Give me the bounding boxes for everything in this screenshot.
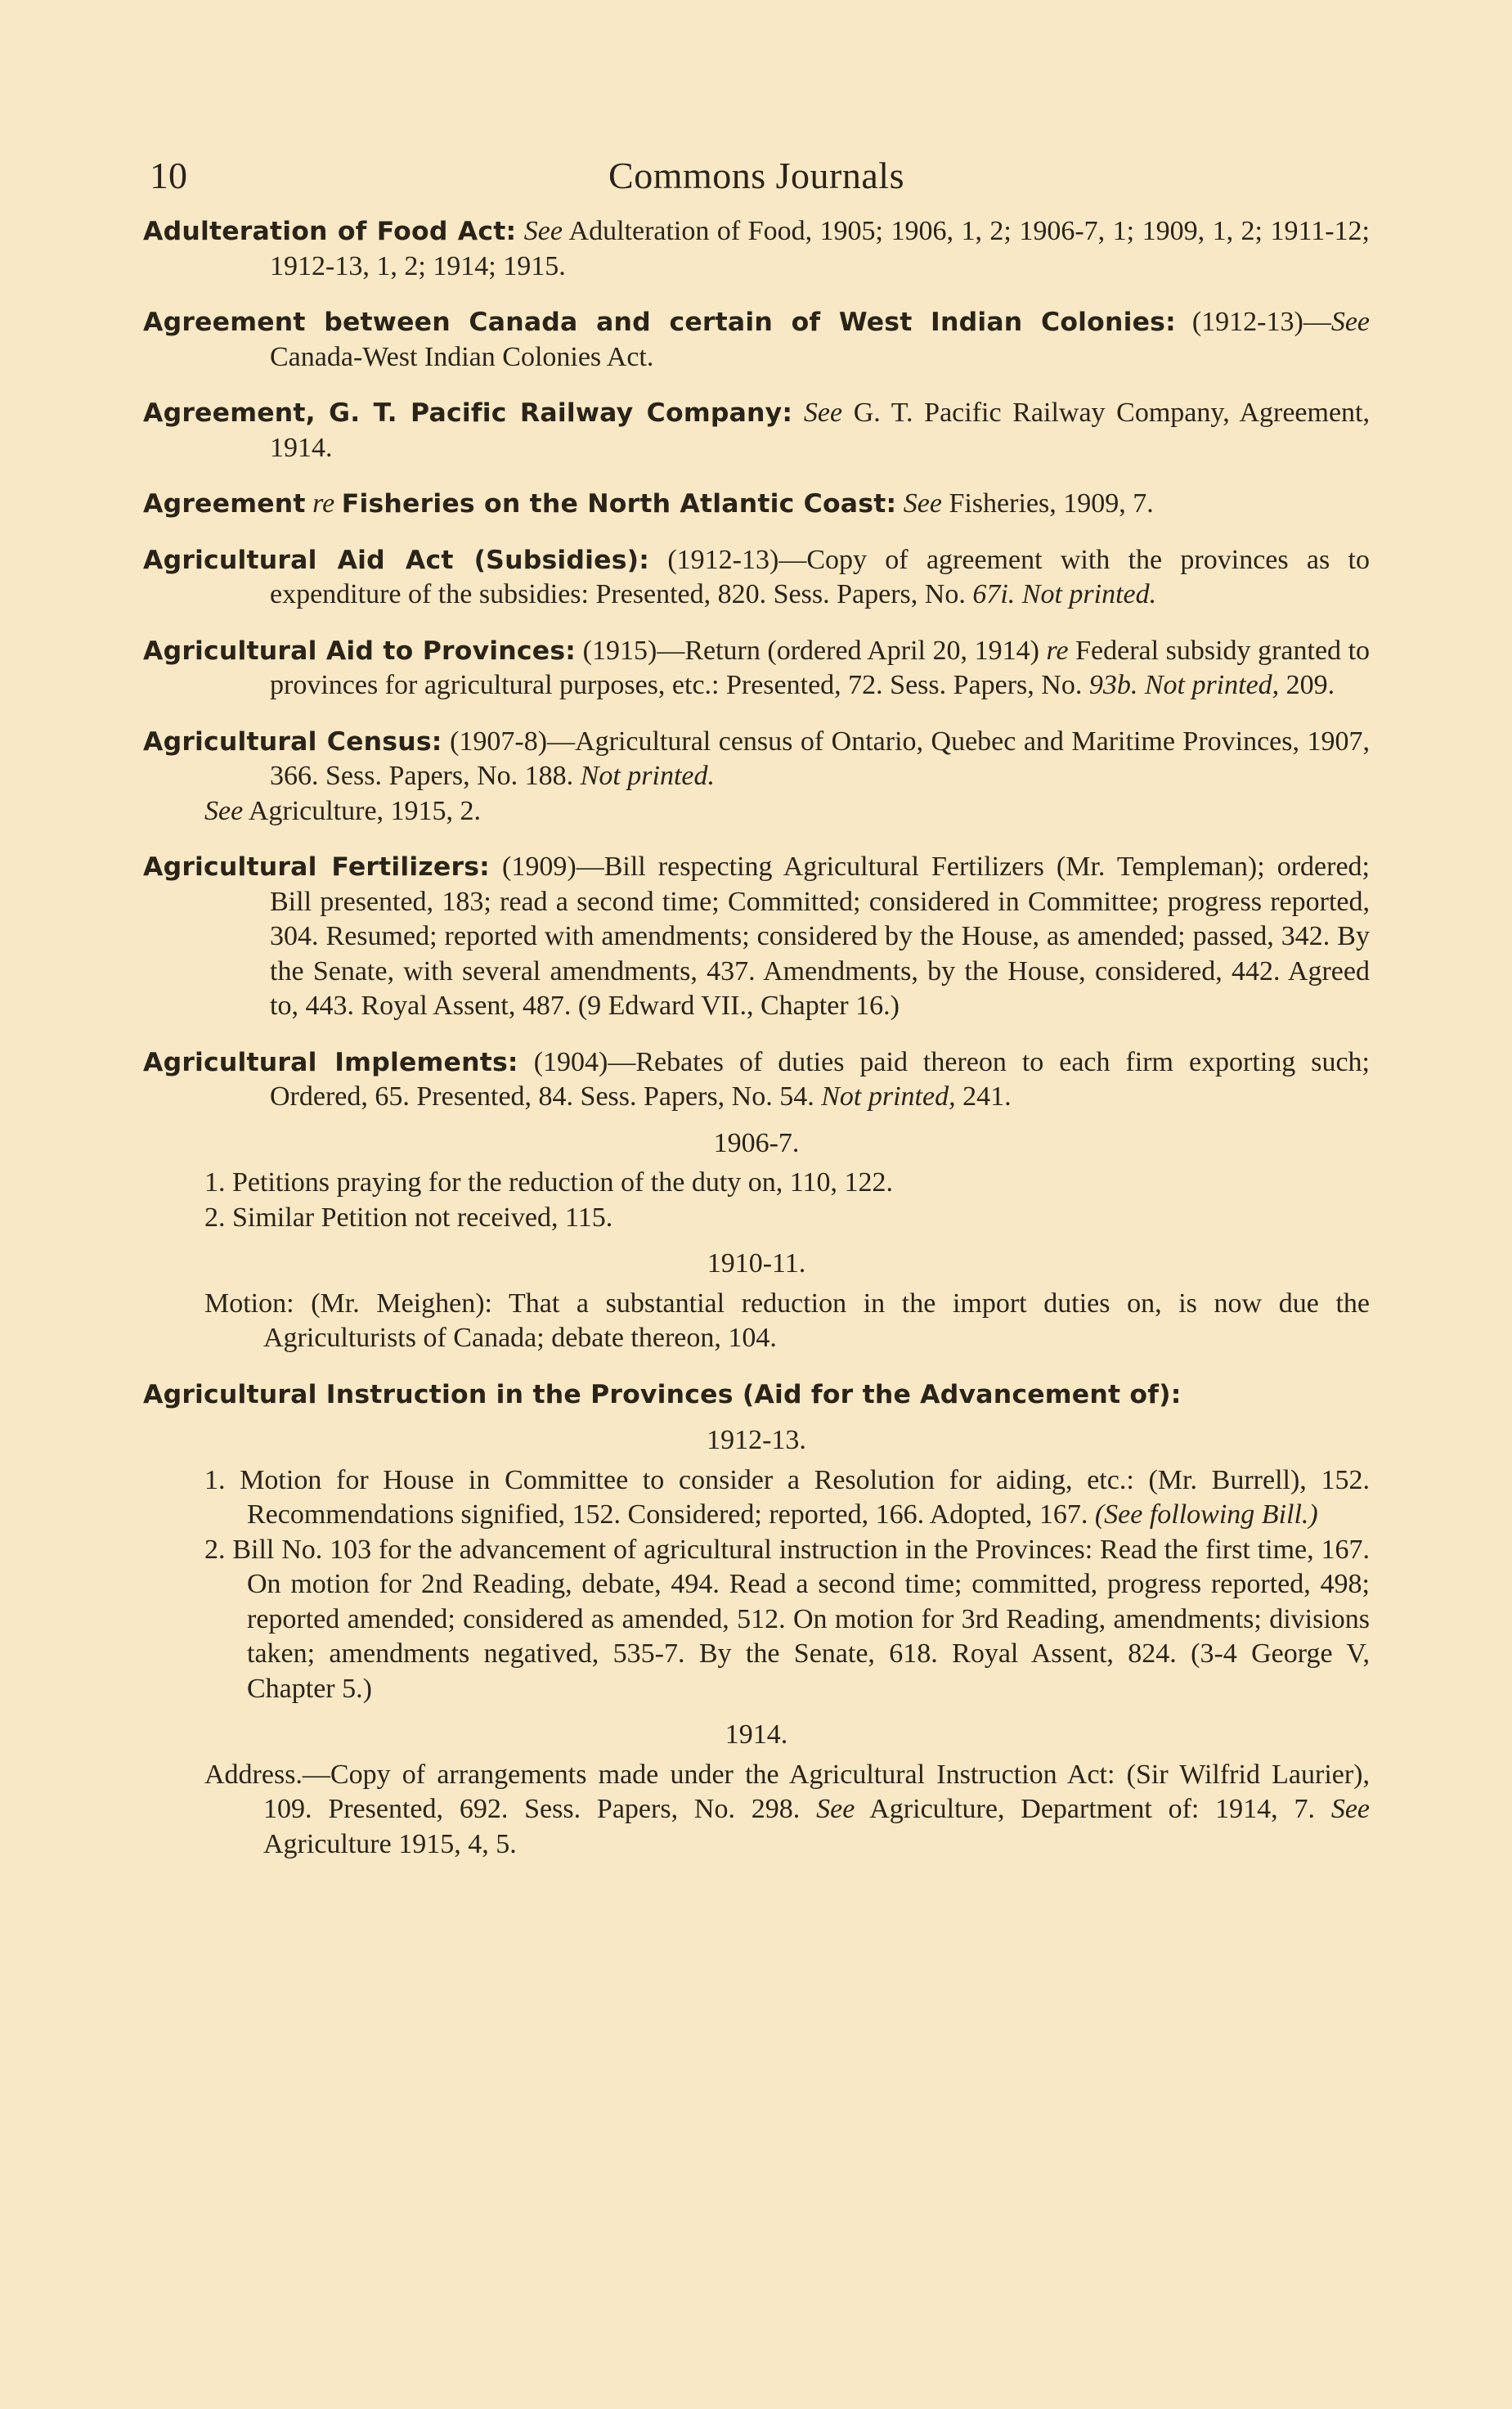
entry-heading: Agricultural Census: — [143, 726, 442, 757]
see-reference: See — [523, 216, 563, 246]
session-year: 1914. — [725, 1719, 788, 1750]
see-reference: See — [816, 1794, 855, 1824]
entry-heading: Agricultural Fertilizers: — [143, 852, 490, 882]
index-entry — [143, 214, 1370, 284]
document-page — [143, 147, 1370, 2356]
list-item: 1. Petitions praying for the reduction of the duty on, 110, 122. — [204, 1167, 893, 1198]
page-number: 10 — [150, 155, 187, 196]
journal-title: Commons Journals — [608, 155, 904, 196]
session-year: 1906-7. — [713, 1127, 800, 1158]
entry-heading: Agricultural Instruction in the Provinces (Aid for the Advancement of): — [143, 1379, 1182, 1409]
entry-heading: Agricultural Aid Act (Subsidies): — [143, 545, 650, 575]
list-item: 2. Similar Petition not received, 115. — [204, 1202, 613, 1233]
page-header — [143, 147, 1370, 204]
index-entry — [143, 1378, 1370, 1863]
entry-text: (1909)—Bill respecting Agricultural Fertilizers (Mr. Templeman); ordered; Bill presented, 183; read a second time; Committed; considered in Committee; progress reported, 304. Resumed; reported with amendments; considered by the House, as amended; passed, 342. By the Senate, with several amendments, 437. Amendments, by the House, considered, 442. Agreed to, 443. Royal Assent, 487. (9 Edward VII., Chapter 16.) — [270, 852, 1370, 1021]
paper-number: 67i. — [972, 579, 1016, 609]
index-entry — [143, 487, 1370, 522]
entry-text: G. T. Pacific Railway Company, Agreement, 1914. — [270, 398, 1371, 463]
entry-text: 241. — [962, 1081, 1012, 1112]
entry-text: Federal subsidy granted to provinces for agricultural purposes, etc.: Presented, 72. Sess. Papers, No. — [270, 635, 1371, 700]
index-entry — [143, 396, 1370, 465]
index-entry — [143, 1045, 1370, 1356]
entry-text: Fisheries, 1909, 7. — [949, 488, 1154, 519]
address-part: Agriculture 1915, 4, 5. — [263, 1828, 517, 1859]
entry-heading: Agreement between Canada and certain of West Indian Colonies: — [143, 308, 1176, 337]
entry-text: 209. — [1285, 670, 1335, 700]
entry-heading: Agricultural Aid to Provinces: — [143, 636, 577, 666]
see-reference: See — [903, 488, 942, 519]
address-part: Agriculture, Department of: 1914, 7. — [869, 1794, 1316, 1824]
entry-text: (1907-8)—Agricultural census of Ontario, Quebec and Maritime Provinces, 1907, 366. Sess. Papers, No. 188. — [270, 726, 1370, 791]
see-reference: See — [803, 398, 843, 428]
session-year: 1912-13. — [707, 1425, 806, 1455]
motion-text: Motion: (Mr. Meighen): That a substantial reduction in the import duties on, is now due the Agriculturists of Canada; debate thereon, 104. — [204, 1288, 1370, 1353]
index-entry — [143, 305, 1370, 375]
not-printed: Not printed. — [580, 761, 716, 791]
entry-heading: Agricultural Implements: — [143, 1047, 518, 1077]
index-entry — [143, 634, 1370, 703]
list-item — [204, 1463, 1370, 1533]
entry-text: Canada-West Indian Colonies Act. — [270, 341, 654, 372]
session-year: 1910-11. — [707, 1248, 806, 1279]
entry-text: (1904)—Rebates of duties paid thereon to each firm exporting such; Ordered, 65. Presented, 84. Sess. Papers, No. 54. — [270, 1046, 1370, 1112]
address-part: Address.—Copy of arrangements made under the Agricultural Instruction Act: (Sir Wilfrid Laurier), 109. Presented, 692. Sess. Papers, No. 298. — [204, 1759, 1370, 1824]
entry-text: (1915)—Return (ordered April 20, 1914) — [582, 635, 1039, 666]
see-following: (See following Bill.) — [1094, 1499, 1318, 1530]
entry-text: (1912-13)— — [1191, 307, 1331, 337]
not-printed: Not printed. — [1021, 579, 1157, 609]
entry-text: Adulteration of Food, 1905; 1906, 1, 2; 1906-7, 1; 1909, 1, 2; 1911-12; 1912-13, 1, 2; 1914; 1915. — [270, 216, 1370, 281]
not-printed: Not printed, — [821, 1081, 956, 1112]
entry-heading: Agreement, G. T. Pacific Railway Company: — [143, 398, 793, 428]
not-printed: Not printed, — [1144, 670, 1280, 700]
list-item-text: 1. Motion for House in Committee to consider a Resolution for aiding, etc.: (Mr. Burrell), 152. Recommendations signified, 152. Considered; reported, 166. Adopted, 167. — [204, 1464, 1370, 1530]
index-entry — [143, 850, 1370, 1024]
entry-text: (1912-13)—Copy of agreement with the provinces as to expenditure of the subsidies: Presented, 820. Sess. Papers, No. — [270, 544, 1370, 609]
see-reference: See — [1330, 1794, 1371, 1824]
entry-heading: Adulteration of Food Act: — [143, 217, 517, 246]
index-entry — [143, 543, 1370, 613]
entry-heading-re: re — [312, 488, 335, 519]
entry-heading: Agreement — [143, 489, 306, 519]
see-reference: See — [1330, 307, 1371, 337]
entry-text: Agriculture, 1915, 2. — [248, 795, 482, 826]
index-entries — [143, 214, 1370, 1862]
paper-number: 93b. — [1088, 670, 1138, 700]
see-also-line — [204, 794, 1370, 829]
re-word: re — [1046, 635, 1069, 666]
index-entry — [143, 725, 1370, 829]
list-item: 2. Bill No. 103 for the advancement of agricultural instruction in the Provinces: Read the first time, 167. On motion for 2nd Reading, debate, 494. Read a second time; committed, progress reported, 498; reported amended; considered as amended, 512. On motion for 3rd Reading, amendments; divisions taken; amendments negatived, 535-7. By the Senate, 618. Royal Assent, 824. (3-4 George V, Chapter 5.) — [204, 1534, 1370, 1704]
address-text — [204, 1758, 1370, 1863]
entry-heading: Fisheries on the North Atlantic Coast: — [341, 489, 897, 519]
see-reference: See — [204, 795, 244, 826]
